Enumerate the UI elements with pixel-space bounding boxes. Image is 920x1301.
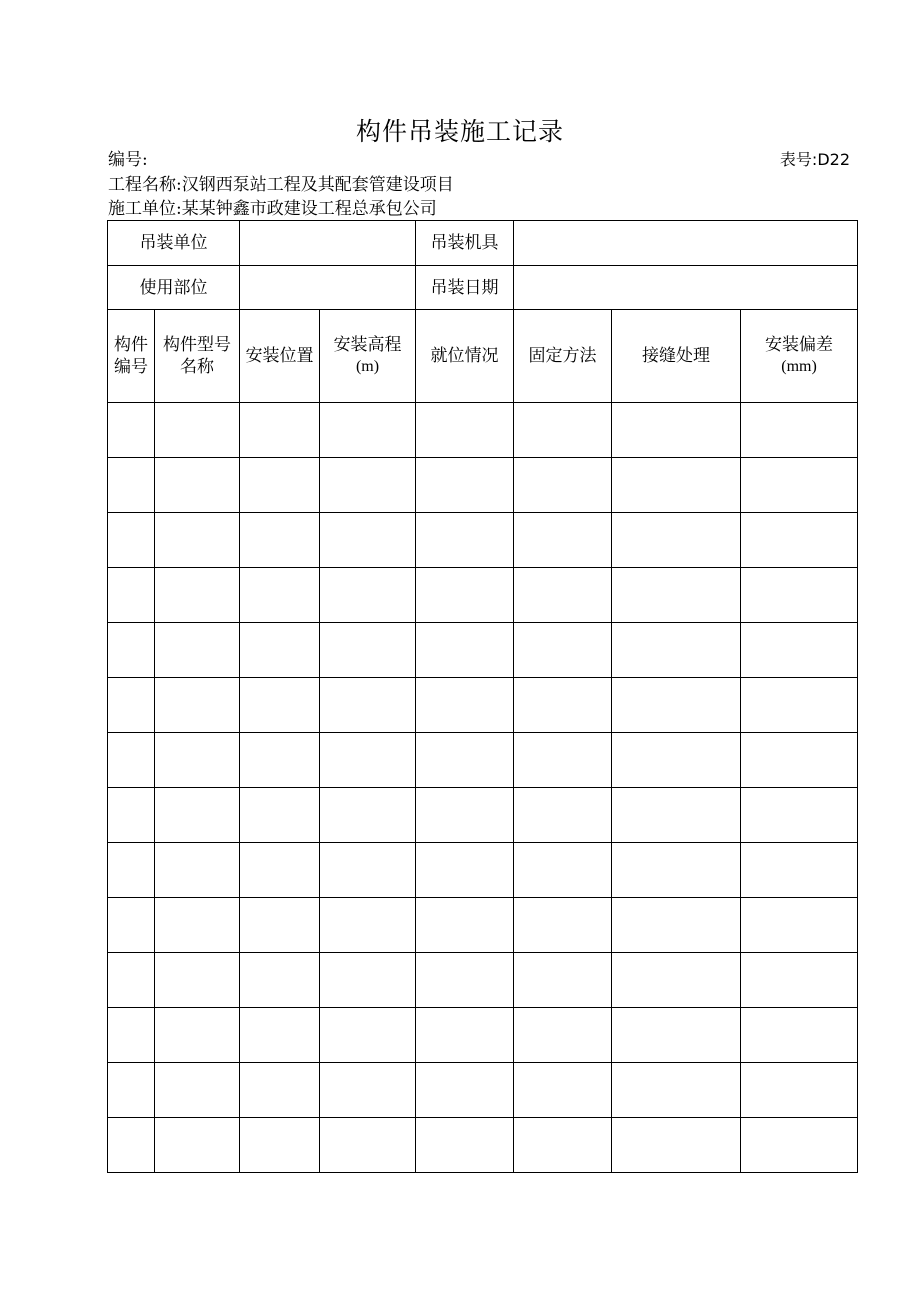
record-cell[interactable] [514,1008,612,1063]
record-cell[interactable] [612,458,741,513]
record-cell[interactable] [108,1063,155,1118]
record-cell[interactable] [741,678,858,733]
record-cell[interactable] [155,568,240,623]
record-cell[interactable] [320,953,416,1008]
record-cell[interactable] [416,733,514,788]
hoist-unit-label: 吊装单位 [108,221,240,266]
record-cell[interactable] [155,788,240,843]
record-cell[interactable] [416,568,514,623]
record-cell[interactable] [155,1063,240,1118]
record-row [108,953,858,1008]
record-cell[interactable] [155,843,240,898]
record-cell[interactable] [514,403,612,458]
record-cell[interactable] [108,458,155,513]
record-cell[interactable] [741,1008,858,1063]
record-cell[interactable] [416,403,514,458]
record-cell[interactable] [240,843,320,898]
form-number: 表号:D22 [779,150,850,169]
record-cell[interactable] [416,678,514,733]
record-row [108,623,858,678]
project-name: 汉钢西泵站工程及其配套管建设项目 [181,175,454,195]
record-cell[interactable] [612,403,741,458]
record-cell[interactable] [155,458,240,513]
record-cell[interactable] [240,788,320,843]
record-cell[interactable] [240,458,320,513]
record-cell[interactable] [240,403,320,458]
record-cell[interactable] [514,458,612,513]
record-cell[interactable] [108,403,155,458]
record-cell[interactable] [741,513,858,568]
contractor-label: 施工单位: [108,199,182,219]
record-cell[interactable] [741,568,858,623]
record-cell[interactable] [514,843,612,898]
record-cell[interactable] [741,623,858,678]
record-cell[interactable] [612,678,741,733]
record-cell[interactable] [416,898,514,953]
record-cell[interactable] [514,788,612,843]
hoisting-record-table [107,220,858,1173]
col-header-placement-status: 就位情况 [416,310,514,403]
record-cell[interactable] [741,953,858,1008]
record-cell[interactable] [320,1118,416,1173]
record-cell[interactable] [416,1118,514,1173]
record-cell[interactable] [514,678,612,733]
record-row [108,458,858,513]
record-cell[interactable] [612,1063,741,1118]
record-cell[interactable] [514,568,612,623]
record-cell[interactable] [320,898,416,953]
record-cell[interactable] [155,403,240,458]
record-cell[interactable] [612,1118,741,1173]
record-cell[interactable] [514,1118,612,1173]
record-cell[interactable] [108,623,155,678]
record-cell[interactable] [108,733,155,788]
record-cell[interactable] [320,458,416,513]
serial-label: 编号: [108,150,148,170]
record-cell[interactable] [416,953,514,1008]
hoist-machine-label: 吊装机具 [416,221,514,266]
contractor-name: 某某钟鑫市政建设工程总承包公司 [181,199,437,219]
hoist-date-label: 吊装日期 [416,266,514,310]
record-cell[interactable] [612,843,741,898]
record-cell[interactable] [416,788,514,843]
record-cell[interactable] [108,1008,155,1063]
col-header-joint-treatment: 接缝处理 [612,310,741,403]
info-row-2 [108,266,858,310]
record-cell[interactable] [240,898,320,953]
project-line [108,174,454,196]
record-row [108,403,858,458]
record-cell[interactable] [108,513,155,568]
record-cell[interactable] [741,1118,858,1173]
hoist-date-field[interactable] [514,266,858,310]
project-label: 工程名称: [108,175,182,195]
record-cell[interactable] [416,1008,514,1063]
record-cell[interactable] [741,458,858,513]
record-cell[interactable] [240,678,320,733]
record-cell[interactable] [155,1008,240,1063]
record-cell[interactable] [155,733,240,788]
col-header-install-deviation: 安装偏差 (mm) [741,310,858,403]
record-cell[interactable] [741,733,858,788]
record-cell[interactable] [108,788,155,843]
record-row [108,843,858,898]
record-cell[interactable] [741,788,858,843]
record-cell[interactable] [612,623,741,678]
record-row [108,678,858,733]
usage-part-label: 使用部位 [108,266,240,310]
record-cell[interactable] [612,568,741,623]
record-cell[interactable] [155,1118,240,1173]
record-cell[interactable] [108,953,155,1008]
record-row [108,1118,858,1173]
col-header-model-name: 构件型号 名称 [155,310,240,403]
col-header-component-no: 构件 编号 [108,310,155,403]
record-cell[interactable] [741,843,858,898]
record-row [108,733,858,788]
record-cell[interactable] [320,1008,416,1063]
record-cell[interactable] [741,403,858,458]
info-row-1 [108,221,858,266]
record-cell[interactable] [320,513,416,568]
record-cell[interactable] [240,1008,320,1063]
record-cell[interactable] [612,733,741,788]
record-cell[interactable] [416,513,514,568]
record-cell[interactable] [240,623,320,678]
record-cell[interactable] [240,1118,320,1173]
record-cell[interactable] [612,788,741,843]
record-cell[interactable] [416,623,514,678]
record-cell[interactable] [108,678,155,733]
record-cell[interactable] [514,513,612,568]
record-cell[interactable] [240,568,320,623]
record-cell[interactable] [514,898,612,953]
record-cell[interactable] [320,623,416,678]
record-cell[interactable] [108,843,155,898]
record-row [108,1008,858,1063]
hoist-machine-field[interactable] [514,221,858,266]
record-row [108,513,858,568]
record-row [108,568,858,623]
record-row [108,788,858,843]
record-cell[interactable] [416,458,514,513]
record-cell[interactable] [320,733,416,788]
record-cell[interactable] [320,403,416,458]
record-cell[interactable] [612,953,741,1008]
record-cell[interactable] [514,733,612,788]
record-cell[interactable] [108,898,155,953]
col-header-fixing-method: 固定方法 [514,310,612,403]
record-row [108,1063,858,1118]
record-cell[interactable] [416,1063,514,1118]
record-cell[interactable] [514,623,612,678]
hoist-unit-field[interactable] [240,221,416,266]
record-cell[interactable] [320,843,416,898]
record-cell[interactable] [155,898,240,953]
column-header-row [108,310,858,403]
record-cell[interactable] [155,513,240,568]
record-cell[interactable] [612,513,741,568]
record-cell[interactable] [612,1008,741,1063]
page-title: 构件吊装施工记录 [355,117,564,146]
record-cell[interactable] [741,1063,858,1118]
record-cell[interactable] [416,843,514,898]
record-cell[interactable] [320,568,416,623]
record-cell[interactable] [320,788,416,843]
record-cell[interactable] [108,568,155,623]
col-header-install-position: 安装位置 [240,310,320,403]
record-cell[interactable] [240,1063,320,1118]
contractor-line [108,198,437,220]
usage-part-field[interactable] [240,266,416,310]
record-cell[interactable] [741,898,858,953]
record-row [108,898,858,953]
col-header-install-elevation: 安装高程 (m) [320,310,416,403]
record-cell[interactable] [320,678,416,733]
record-cell[interactable] [155,678,240,733]
record-cell[interactable] [612,898,741,953]
record-cell[interactable] [514,1063,612,1118]
record-cell[interactable] [320,1063,416,1118]
record-cell[interactable] [155,623,240,678]
record-cell[interactable] [514,953,612,1008]
record-cell[interactable] [155,953,240,1008]
record-rows [108,403,858,1173]
record-cell[interactable] [240,953,320,1008]
record-cell[interactable] [108,1118,155,1173]
record-cell[interactable] [240,513,320,568]
record-cell[interactable] [240,733,320,788]
